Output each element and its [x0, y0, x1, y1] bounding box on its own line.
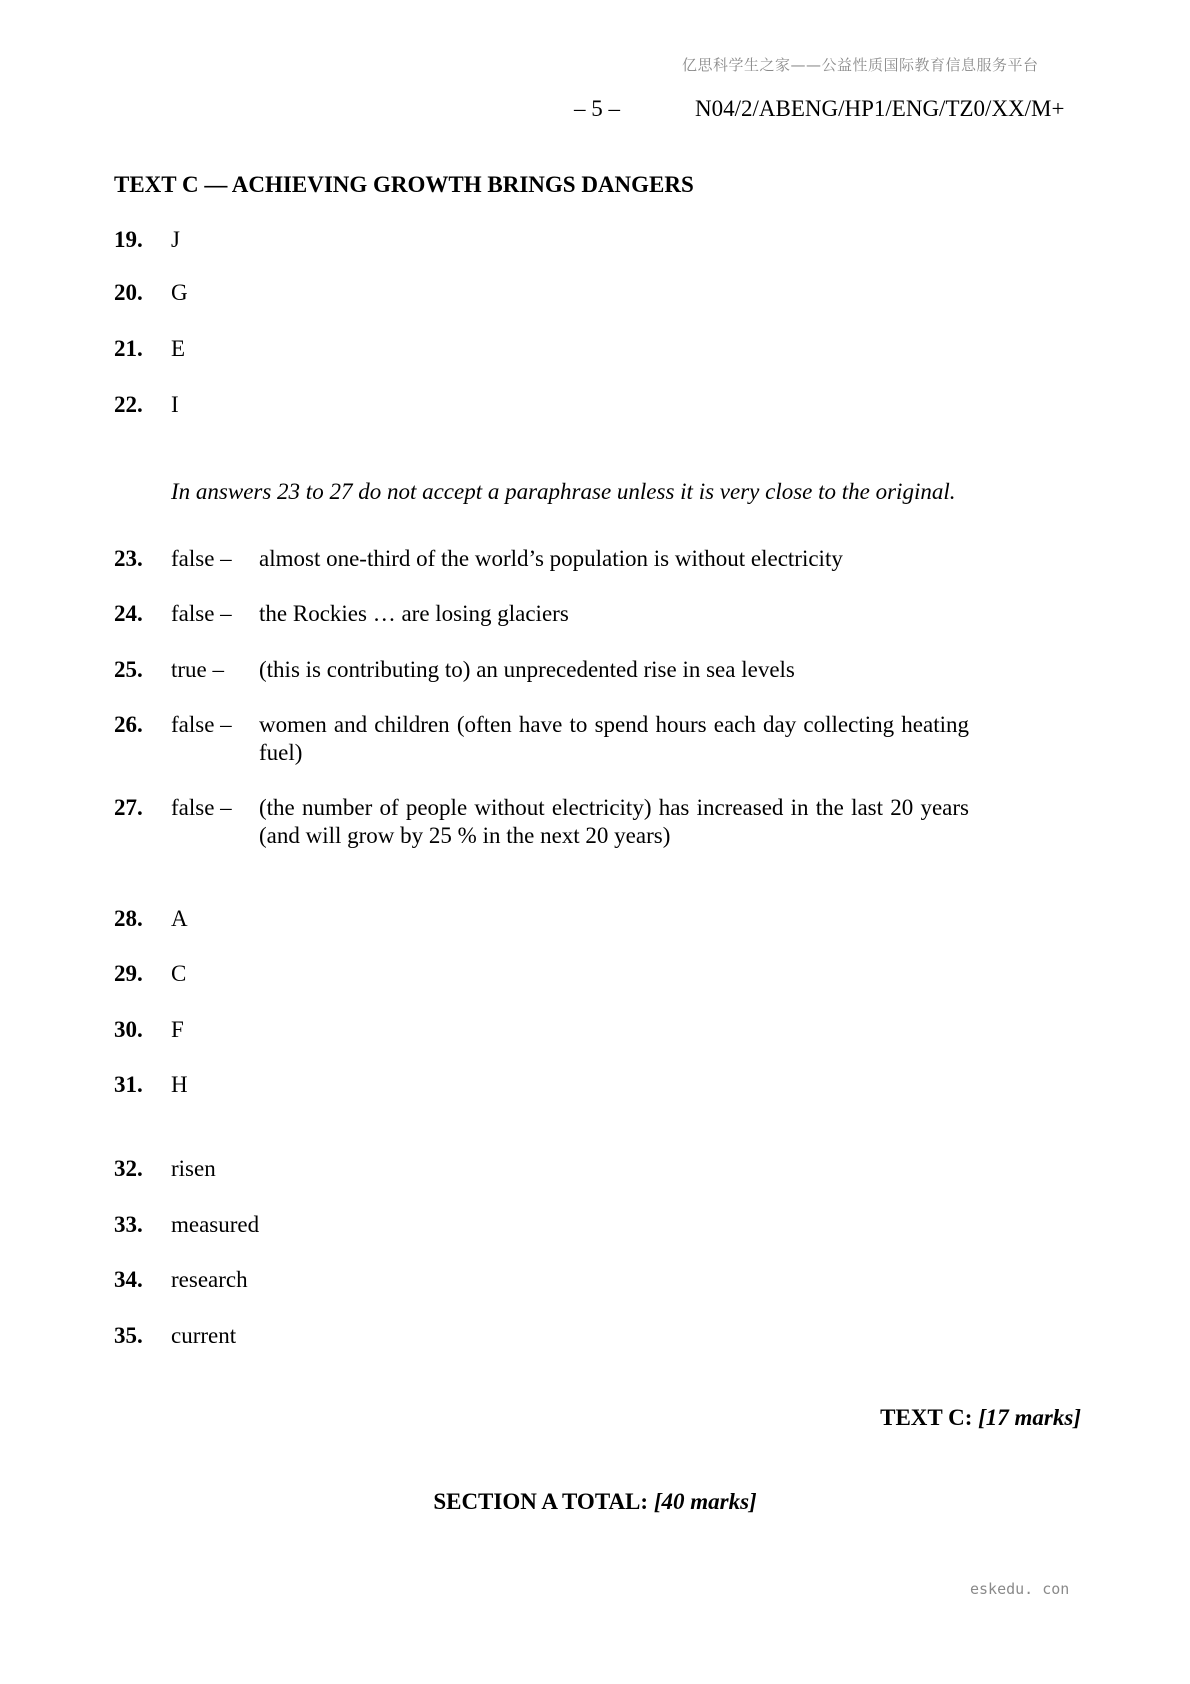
answer-text: measured [171, 1212, 260, 1237]
question-number: 25. [114, 657, 143, 682]
question-number: 33. [114, 1212, 143, 1237]
true-false-label: false – [171, 712, 232, 737]
answer-explanation: women and children (often have to spend hours each day collecting heating fuel) [259, 712, 969, 765]
question-number: 29. [114, 961, 143, 986]
text-c-total [880, 1405, 1081, 1431]
text-total-label: TEXT C: [880, 1405, 973, 1430]
marking-note: In answers 23 to 27 do not accept a paraphrase unless it is very close to the original. [171, 479, 956, 504]
true-false-label: false – [171, 546, 232, 571]
true-false-label: false – [171, 601, 232, 626]
question-number: 30. [114, 1017, 143, 1042]
true-false-label: true – [171, 657, 225, 682]
section-total-label: SECTION A TOTAL: [433, 1489, 649, 1514]
answer-text: research [171, 1267, 248, 1292]
watermark-bottom: eskedu. con [970, 1580, 1070, 1598]
answer-text: risen [171, 1156, 216, 1181]
question-number: 22. [114, 392, 143, 417]
question-number: 31. [114, 1072, 143, 1097]
document-code: N04/2/ABENG/HP1/ENG/TZ0/XX/M+ [695, 96, 1065, 121]
answer-text: G [171, 280, 188, 305]
text-total-marks: [17 marks] [978, 1405, 1081, 1430]
answer-text: A [171, 906, 188, 931]
question-number: 26. [114, 712, 143, 737]
question-number: 20. [114, 280, 143, 305]
question-number: 24. [114, 601, 143, 626]
question-number: 34. [114, 1267, 143, 1292]
watermark-top: 亿思科学生之家——公益性质国际教育信息服务平台 [682, 56, 1039, 74]
answer-text: E [171, 336, 186, 361]
section-a-total [0, 1489, 1190, 1515]
answer-text: J [171, 227, 180, 252]
answer-text: C [171, 961, 187, 986]
answer-text: F [171, 1017, 184, 1042]
page-number: – 5 – [574, 96, 620, 121]
answer-text: current [171, 1323, 237, 1348]
question-number: 35. [114, 1323, 143, 1348]
section-total-marks: [40 marks] [653, 1489, 757, 1514]
answer-text: I [171, 392, 179, 417]
question-number: 27. [114, 795, 143, 820]
question-number: 32. [114, 1156, 143, 1181]
question-number: 23. [114, 546, 143, 571]
answer-explanation: almost one-third of the world’s population is without electricity [259, 546, 843, 571]
question-number: 19. [114, 227, 143, 252]
answer-explanation: the Rockies … are losing glaciers [259, 601, 569, 626]
answer-explanation: (the number of people without electricity) has increased in the last 20 years (and will grow by 25 % in the next 20 years) [259, 795, 969, 848]
answer-text: H [171, 1072, 188, 1097]
question-number: 21. [114, 336, 143, 361]
true-false-label: false – [171, 795, 232, 820]
question-number: 28. [114, 906, 143, 931]
section-title: TEXT C — ACHIEVING GROWTH BRINGS DANGERS [114, 172, 694, 197]
answer-explanation: (this is contributing to) an unprecedented rise in sea levels [259, 657, 795, 682]
